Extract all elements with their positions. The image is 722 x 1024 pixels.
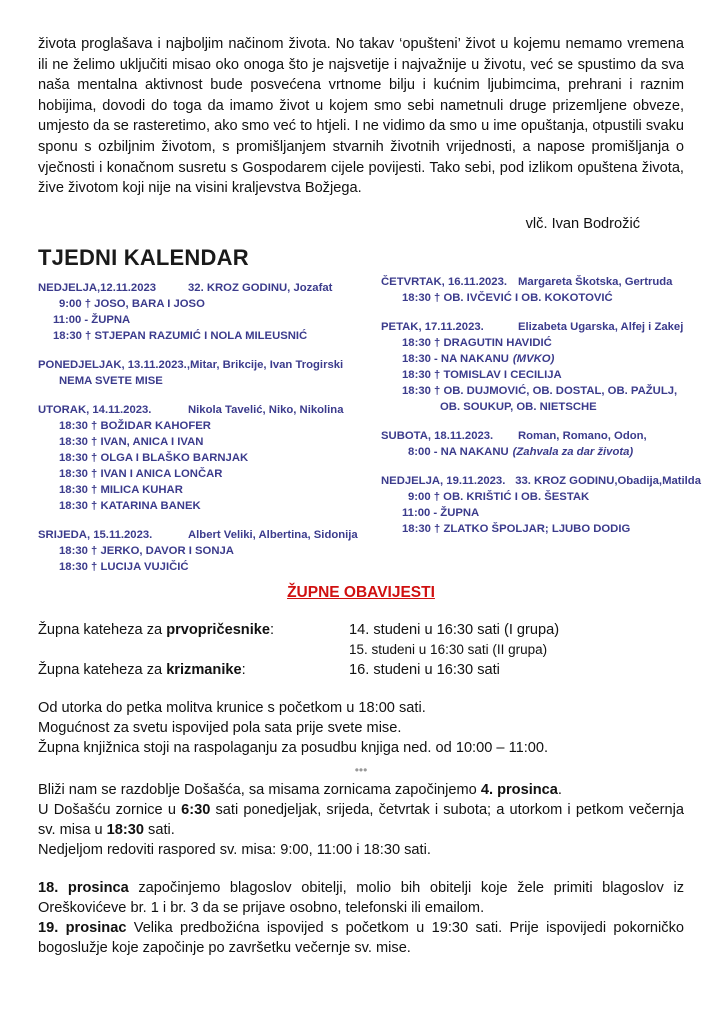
blessing-line-1: 18. prosinca započinjemo blagoslov obitelji, molio bih obitelji koje žele primiti blagoslov iz Oreškovićeve br. 1 i br. 3 da se prijave osobno, telefonski ili emailom. [38, 880, 685, 916]
mass-entry [381, 444, 701, 460]
catechesis-label [38, 640, 349, 660]
day-date: SUBOTA, 18.11.2023. [381, 430, 494, 442]
mass-entry [38, 482, 378, 498]
catechesis-row [38, 660, 684, 680]
day-header [38, 280, 378, 296]
general-notices [38, 698, 684, 758]
mass-entry-text: 11:00 - ŽUPNA [53, 314, 131, 326]
day-saints: Elizabeta Ugarska, Alfej i Zakej [518, 321, 684, 333]
calendar-day [381, 428, 701, 460]
mass-entry-text: 11:00 - ŽUPNA [402, 507, 480, 519]
mass-entry [38, 498, 378, 514]
mass-entry-text: 18:30 - NA NAKANU [402, 353, 509, 365]
calendar-day [38, 280, 378, 344]
calendar-day [38, 357, 378, 389]
advent-line-2: U Došašću zornice u 6:30 sati ponedjeljak, srijeda, četvrtak i subota; a utorkom i petkom večernja sv. misa u 18:30 sati. [38, 802, 684, 838]
mass-entry-text: NEMA SVETE MISE [59, 375, 163, 387]
day-date: UTORAK, 14.11.2023. [38, 404, 152, 416]
mass-entry-text: 18:30 † BOŽIDAR KAHOFER [59, 420, 211, 432]
day-saints: Nikola Tavelić, Niko, Nikolina [188, 404, 344, 416]
mass-entry-text: 18:30 † DRAGUTIN HAVIDIĆ [402, 337, 552, 349]
day-saints: Margareta Škotska, Gertruda [518, 276, 673, 288]
catechesis-row [38, 620, 684, 640]
mass-entry [38, 328, 378, 344]
calendar-title: TJEDNI KALENDAR [38, 245, 249, 270]
mass-entry-text: 18:30 † IVAN, ANICA I IVAN [59, 436, 204, 448]
day-header [381, 473, 701, 489]
calendar-day [38, 527, 378, 575]
day-saints: Roman, Romano, Odon, [518, 430, 647, 442]
mass-entry [38, 312, 378, 328]
mass-entry [381, 489, 701, 505]
catechesis-list [38, 620, 684, 680]
mass-entry-text: 18:30 † LUCIJA VUJIČIĆ [59, 561, 189, 573]
day-header [381, 274, 701, 290]
advent-notice [38, 780, 684, 860]
mass-entry-text: 18:30 † KATARINA BANEK [59, 500, 201, 512]
notice-line: Mogućnost za svetu ispovijed pola sata prije svete mise. [38, 720, 402, 736]
calendar-day [381, 319, 701, 415]
mass-entry-text: 18:30 † OB. DUJMOVIĆ, OB. DOSTAL, OB. PAŽULJ, [402, 385, 678, 397]
mass-entry [381, 521, 701, 537]
day-header [38, 357, 378, 373]
day-saints: 33. KROZ GODINU,Obadija,Matilda [515, 475, 701, 487]
catechesis-row [38, 640, 684, 660]
signature: vlč. Ivan Bodrožić [525, 216, 640, 232]
catechesis-value: 16. studeni u 16:30 sati [349, 662, 500, 678]
calendar-day [381, 473, 701, 537]
mass-entry [38, 559, 378, 575]
notices-title: ŽUPNE OBAVIJESTI [287, 584, 435, 601]
mass-entry [381, 335, 701, 351]
calendar-right-column [381, 274, 701, 550]
day-date: NEDJELJA, 19.11.2023. [381, 475, 506, 487]
mass-entry [381, 383, 701, 399]
calendar-left-column [38, 280, 378, 588]
day-date: SRIJEDA, 15.11.2023. [38, 529, 153, 541]
mass-entry [38, 543, 378, 559]
advent-line-3: Nedjeljom redoviti raspored sv. misa: 9:00, 11:00 i 18:30 sati. [38, 842, 431, 858]
calendar-day [38, 402, 378, 514]
catechesis-value: 14. studeni u 16:30 sati (I grupa) [349, 622, 560, 638]
day-header [38, 402, 378, 418]
mass-entry [38, 373, 378, 389]
mass-entry-text: 18:30 † OLGA I BLAŠKO BARNJAK [59, 452, 249, 464]
notice-line: Od utorka do petka molitva krunice s početkom u 18:00 sati. [38, 700, 426, 716]
day-header [38, 527, 378, 543]
mass-entry [38, 450, 378, 466]
separator-dots: ••• [354, 763, 368, 777]
mass-entry [381, 505, 701, 521]
blessing-notice [38, 878, 684, 958]
mass-entry-text: OB. SOUKUP, OB. NIETSCHE [440, 401, 597, 413]
day-date: PONEDJELJAK, 13.11.2023., [38, 359, 190, 371]
mass-entry [38, 418, 378, 434]
catechesis-value: 15. studeni u 16:30 sati (II grupa) [349, 642, 548, 657]
mass-entry-text: 18:30 † ZLATKO ŠPOLJAR; LJUBO DODIG [402, 523, 631, 535]
notice-line: Župna knjižnica stoji na raspolaganju za posudbu knjiga ned. od 10:00 – 11:00. [38, 740, 549, 756]
mass-entry [38, 434, 378, 450]
mass-entry [381, 351, 701, 367]
day-date: PETAK, 17.11.2023. [381, 321, 484, 333]
advent-line-1: Bliži nam se razdoblje Došašća, sa misama zornicama započinjemo 4. prosinca. [38, 782, 562, 798]
catechesis-label: Župna kateheza za prvopričesnike: [38, 622, 275, 638]
mass-entry [38, 466, 378, 482]
day-date: ČETVRTAK, 16.11.2023. [381, 276, 507, 288]
day-saints: Mitar, Brikcije, Ivan Trogirski [189, 359, 344, 371]
mass-entry-text: 18:30 † IVAN I ANICA LONČAR [59, 468, 223, 480]
mass-entry-text: 18:30 † OB. IVČEVIĆ I OB. KOKOTOVIĆ [402, 292, 613, 304]
day-header [381, 319, 701, 335]
day-header [381, 428, 701, 444]
mass-entry [381, 290, 701, 306]
mass-entry [381, 399, 701, 415]
mass-entry-text: 9:00 † OB. KRIŠTIĆ I OB. ŠESTAK [408, 491, 590, 503]
blessing-line-2: 19. prosinac Velika predbožićna ispovijed s početkom u 19:30 sati. Prije ispovijedi pokorničko bogoslužje koje započinje po završetku večernje sv. mise. [38, 920, 684, 956]
catechesis-label: Župna kateheza za krizmanike: [38, 662, 246, 678]
calendar-day [381, 274, 701, 306]
mass-entry-text: 9:00 † JOSO, BARA I JOSO [59, 298, 205, 310]
day-date: NEDJELJA,12.11.2023 [38, 282, 157, 294]
day-saints: 32. KROZ GODINU, Jozafat [188, 282, 333, 294]
mass-entry-text: 18:30 † STJEPAN RAZUMIĆ I NOLA MILEUSNIĆ [53, 330, 308, 342]
mass-entry [381, 367, 701, 383]
mass-entry-note: (Zahvala za dar života) [512, 446, 634, 458]
mass-entry-note: (MVKO) [512, 353, 555, 365]
notices-section [38, 620, 684, 958]
intro-paragraph: života proglašava i najboljim načinom života. No takav ‘opušteni’ život u kojemu nemamo vremena ili ne želimo uključiti misao oko onoga što je najsvetije i najvažnije u životu, već se spustimo da sva naša mentalna aktivnost bude posvećena vrtnome bilju i kućnim ljubimcima, prehrani i raznim hobijima, dovodi do toga da imamo život u kojem smo sebi nametnuli druge prizemljene obveze, umjesto da se rasteretimo, ako smo već to htjeli. I ne vidimo da smo u ime opuštanja, otpustili svaku sponu s ozbiljnim životom, s promišljanjem stvarnih životnih vrijednosti, a napose promišljanja o vječnosti i konačnom susretu s Gospodarem cijele povijesti. Tako sebi, pod izlikom opuštena života, žive životom koji nije na visini kraljevstva Božjega. [38, 36, 684, 197]
mass-entry [38, 296, 378, 312]
mass-entry-text: 8:00 - NA NAKANU [408, 446, 509, 458]
mass-entry-text: 18:30 † MILICA KUHAR [59, 484, 183, 496]
mass-entry-text: 18:30 † TOMISLAV I CECILIJA [402, 369, 562, 381]
mass-entry-text: 18:30 † JERKO, DAVOR I SONJA [59, 545, 234, 557]
day-saints: Albert Veliki, Albertina, Sidonija [188, 529, 358, 541]
